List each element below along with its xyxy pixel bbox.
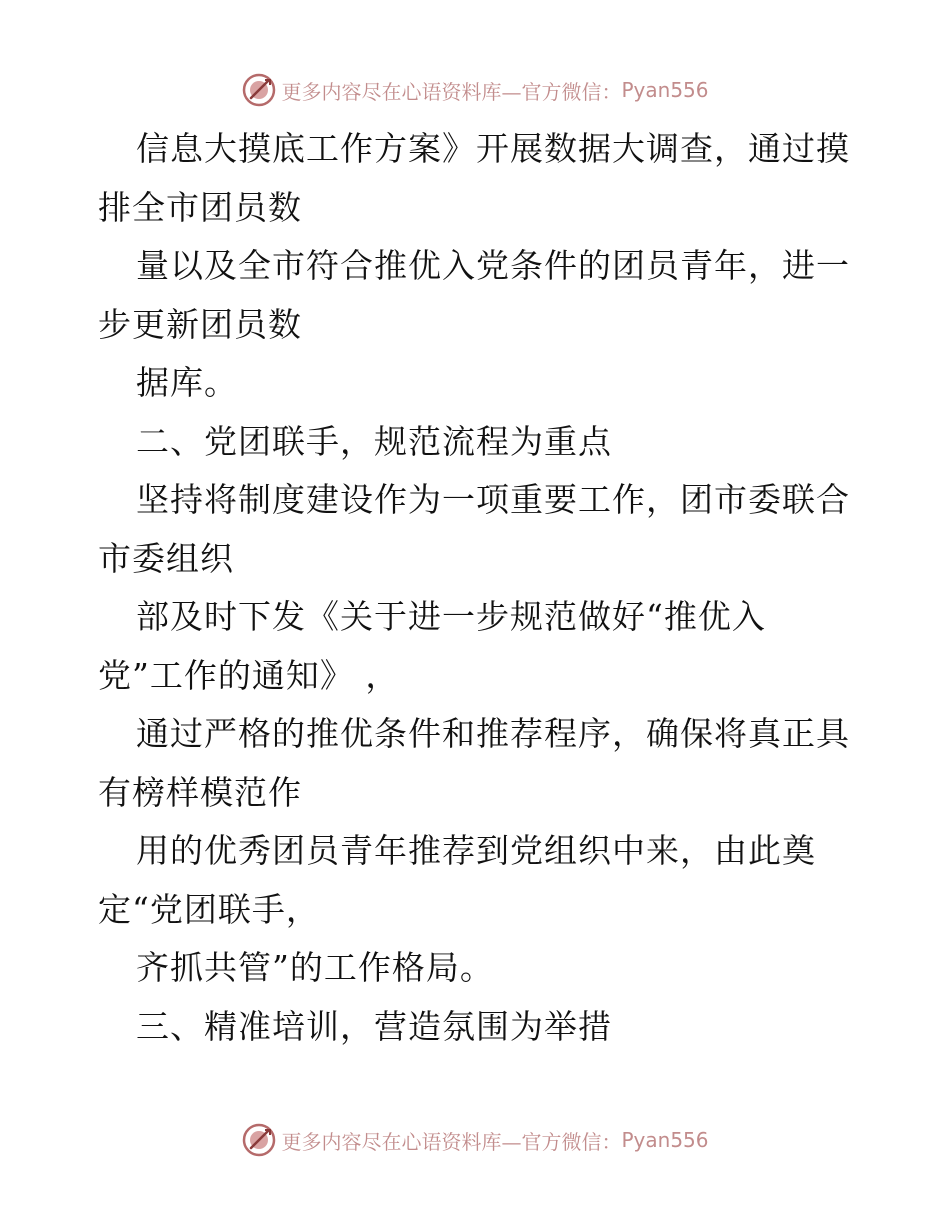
watermark-text: 更多内容尽在心语资料库—官方微信： xyxy=(281,79,622,104)
text-line: 用的优秀团员青年推荐到党组织中来，由此奠 xyxy=(136,831,816,870)
text-line: 信息大摸底工作方案》开展数据大调查，通过摸 xyxy=(136,129,850,168)
text-line: 坚持将制度建设作为一项重要工作，团市委联合 xyxy=(136,480,850,519)
logo-icon xyxy=(241,1122,277,1158)
footer-watermark xyxy=(0,1120,950,1160)
header-watermark xyxy=(0,70,950,110)
logo-icon xyxy=(241,72,277,108)
text-line: 市委组织 xyxy=(98,538,234,578)
text-line: 齐抓共管”的工作格局。 xyxy=(136,948,494,987)
document-body xyxy=(98,120,858,1056)
watermark-text: 更多内容尽在心语资料库—官方微信： xyxy=(281,1129,622,1154)
watermark-contact: Pyan556 xyxy=(621,1128,709,1152)
text-line: 党”工作的通知》 ， xyxy=(98,655,400,695)
watermark-contact: Pyan556 xyxy=(621,78,709,102)
section-heading: 二、党团联手，规范流程为重点 xyxy=(136,421,612,461)
text-line: 通过严格的推优条件和推荐程序，确保将真正具 xyxy=(136,714,850,753)
text-line: 定“党团联手， xyxy=(98,889,320,929)
text-line: 部及时下发《关于进一步规范做好“推优入 xyxy=(136,597,766,636)
section-heading: 三、精准培训，营造氛围为举措 xyxy=(136,1006,612,1046)
text-line: 排全市团员数 xyxy=(98,187,302,227)
text-line: 步更新团员数 xyxy=(98,304,302,344)
text-line: 有榜样模范作 xyxy=(98,772,302,812)
text-line: 据库。 xyxy=(136,363,238,402)
text-line: 量以及全市符合推优入党条件的团员青年，进一 xyxy=(136,246,850,285)
